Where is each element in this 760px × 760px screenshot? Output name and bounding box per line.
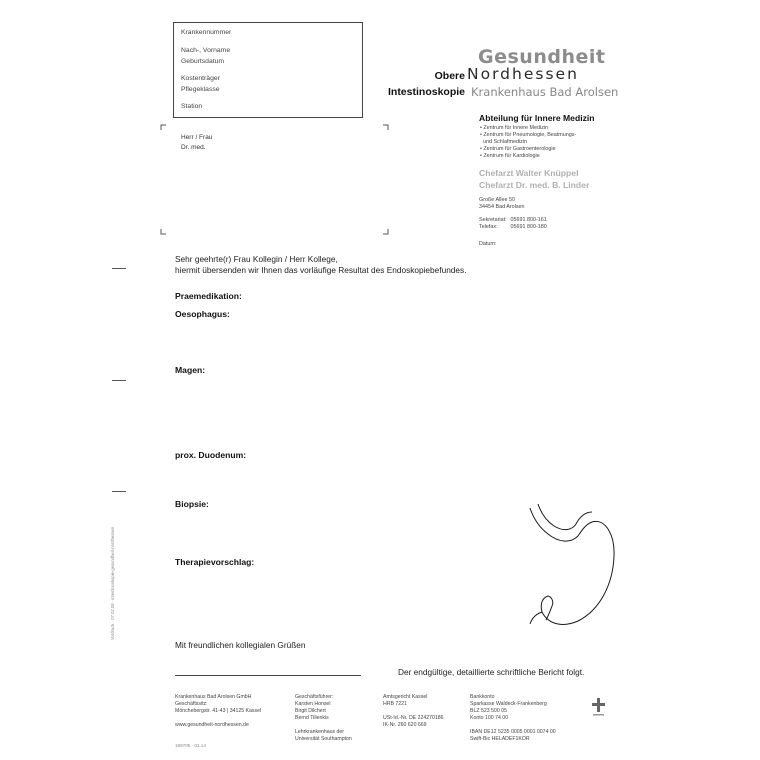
contact-city: 34454 Bad Arolsen xyxy=(479,204,525,210)
stomach-illustration xyxy=(520,500,620,630)
department-list xyxy=(480,125,576,160)
fold-mark xyxy=(112,491,126,492)
footer-registry: Amtsgericht Kassel HRB 7221 USt-Id.-Nr. DE 224270186 IK-Nr. 260 620 669 xyxy=(383,694,444,728)
brand-line2: Nordhessen xyxy=(467,65,579,83)
contact-sekretariat: Sekretariat: 05691 800-161 xyxy=(479,217,547,223)
pflegeklasse-label: Pflegeklasse xyxy=(181,86,220,93)
fold-mark xyxy=(112,268,126,269)
section-duodenum: prox. Duodenum: xyxy=(175,450,247,460)
section-oesophagus: Oesophagus: xyxy=(175,309,230,319)
station-label: Station xyxy=(181,103,203,110)
chief-physician-2: Chefarzt Dr. med. B. Linder xyxy=(479,180,590,190)
patient-info-box xyxy=(173,22,363,118)
signature-line xyxy=(175,675,361,676)
name-label: Nach-, Vorname xyxy=(181,47,231,54)
footer-management: Geschäftsführer: Karsten Honsel Birgit Dilchert Bernd Tillenkis Lehrkrankenhaus der Universität Southampton xyxy=(295,694,352,742)
brand-line1: Gesundheit xyxy=(478,46,606,68)
department-item: • Zentrum für Innere Medizin xyxy=(480,125,549,131)
letter-intro: hiermit übersenden wir Ihnen das vorläufige Resultat des Endoskopiebefundes. xyxy=(175,265,467,275)
cross-logo-icon xyxy=(589,696,609,718)
contact-street: Große Allee 50 xyxy=(479,197,515,203)
contact-datum: Datum: xyxy=(479,241,497,247)
geburtsdatum-label: Geburtsdatum xyxy=(181,58,225,65)
side-print-code: Vordruck · 07.02.08 · intestinoskopie-gesundheit-nordhessen xyxy=(110,526,115,640)
footer-bank: Bankkonto Sparkasse Waldeck-Frankenberg BLZ 523 500 05 Konto 100 74 00 IBAN DE12 5235 0005 0001 0074 00 Swift-Bic HELADEF1KOR xyxy=(470,694,556,742)
department-item: • Zentrum für Kardiologie xyxy=(480,153,540,159)
department-item: • Zentrum für Pneumologie, Beatmungs- xyxy=(480,132,577,138)
section-therapie: Therapievorschlag: xyxy=(175,557,255,567)
section-praemedikation: Praemedikation: xyxy=(175,291,242,301)
krankennummer-label: Krankennummer xyxy=(181,29,232,36)
form-code: 188706 · 01.14 xyxy=(175,743,206,748)
contact-telefax: Telefax: 05691 800-180 xyxy=(479,224,547,230)
doc-title-line1: Obere xyxy=(434,70,465,82)
department-title: Abteilung für Innere Medizin xyxy=(479,113,595,123)
department-item: • Zentrum für Gastroenterologie xyxy=(480,146,556,152)
brand-line3: Krankenhaus Bad Arolsen xyxy=(471,85,619,99)
chief-physician-1: Chefarzt Walter Knüppel xyxy=(479,168,579,178)
letter-salutation: Sehr geehrte(r) Frau Kollegin / Herr Kollege, xyxy=(175,254,338,264)
fold-mark xyxy=(112,380,126,381)
section-magen: Magen: xyxy=(175,365,206,375)
department-item: und Schlafmedizin xyxy=(483,139,528,145)
contact-block xyxy=(479,197,547,248)
kostentraeger-label: Kostenträger xyxy=(181,75,220,82)
footer-company: Krankenhaus Bad Arolsen GmbH Geschäftssitz: Mönchebergstr. 41-43 | 34125 Kassel www.gesundheit-nordhessen.de xyxy=(175,694,262,728)
doc-title-line2: Intestinoskopie xyxy=(387,86,465,98)
address-salutation: Herr / Frau xyxy=(181,134,213,141)
closing-greeting: Mit freundlichen kollegialen Grüßen xyxy=(175,640,306,650)
address-title: Dr. med. xyxy=(181,144,206,151)
final-report-note: Der endgültige, detaillierte schriftliche Bericht folgt. xyxy=(398,667,585,677)
section-biopsie: Biopsie: xyxy=(175,499,209,509)
